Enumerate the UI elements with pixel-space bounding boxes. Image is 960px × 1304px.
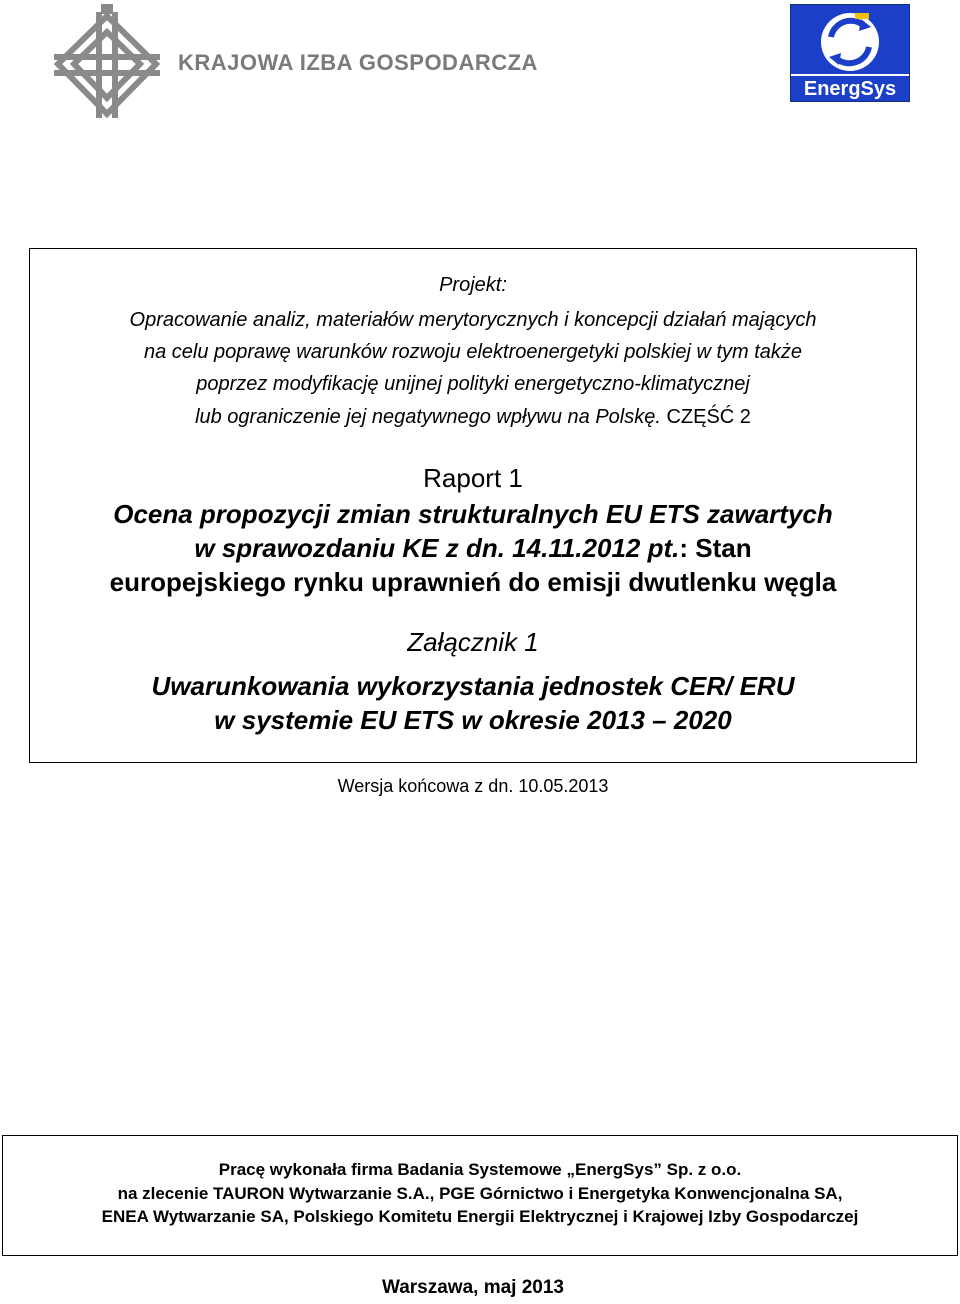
kig-emblem-icon xyxy=(44,2,170,126)
project-box xyxy=(29,248,917,763)
project-description-line-4-wrapper xyxy=(30,406,916,429)
report-title-line-1: Ocena propozycji zmian strukturalnych EU ETS zawartych xyxy=(113,499,833,529)
report-title-line-3: europejskiego rynku uprawnień do emisji dwutlenku węgla xyxy=(109,567,837,597)
footer-box xyxy=(2,1135,958,1256)
annex-title-line-1: Uwarunkowania wykorzystania jednostek CER/ ERU xyxy=(151,671,795,701)
project-part: CZĘŚĆ 2 xyxy=(666,406,751,428)
place-date: Warszawa, maj 2013 xyxy=(381,1277,564,1298)
report-label: Raport 1 xyxy=(423,463,523,493)
version-info: Wersja końcowa z dn. 10.05.2013 xyxy=(337,776,609,796)
kig-logo-text: KRAJOWA IZBA GOSPODARCZA xyxy=(178,50,538,75)
project-description-line-2: na celu poprawę warunków rozwoju elektroenergetyki polskiej w tym także xyxy=(143,341,803,363)
project-label: Projekt: xyxy=(439,274,507,296)
project-description-line-1: Opracowanie analiz, materiałów merytorycznych i koncepcji działań mających xyxy=(129,309,817,331)
report-title-line-2-wrapper xyxy=(30,533,916,564)
energsys-logo-text: EnergSys xyxy=(791,74,909,100)
report-title-line-2-tail: : Stan xyxy=(679,533,752,563)
report-title-line-2: w sprawozdaniu KE z dn. 14.11.2012 pt. xyxy=(194,533,680,563)
energsys-logo xyxy=(790,4,910,102)
project-description-line-4: lub ograniczenie jej negatywnego wpływu na Polskę. xyxy=(195,406,661,428)
footer-line-1: Pracę wykonała firma Badania Systemowe „EnergSys” Sp. z o.o. xyxy=(218,1160,742,1179)
energsys-cycle-icon xyxy=(817,11,883,73)
project-description-line-3: poprzez modyfikację unijnej polityki energetyczno-klimatycznej xyxy=(196,373,750,395)
annex-title-line-2: w systemie EU ETS w okresie 2013 – 2020 xyxy=(214,705,732,735)
footer-line-2: na zlecenie TAURON Wytwarzanie S.A., PGE Górnictwo i Energetyka Konwencjonalna SA, xyxy=(117,1184,843,1203)
footer-line-3: ENEA Wytwarzanie SA, Polskiego Komitetu Energii Elektrycznej i Krajowej Izby Gospodarczej xyxy=(101,1207,859,1226)
annex-label: Załącznik 1 xyxy=(407,627,539,657)
kig-logo xyxy=(44,2,538,126)
